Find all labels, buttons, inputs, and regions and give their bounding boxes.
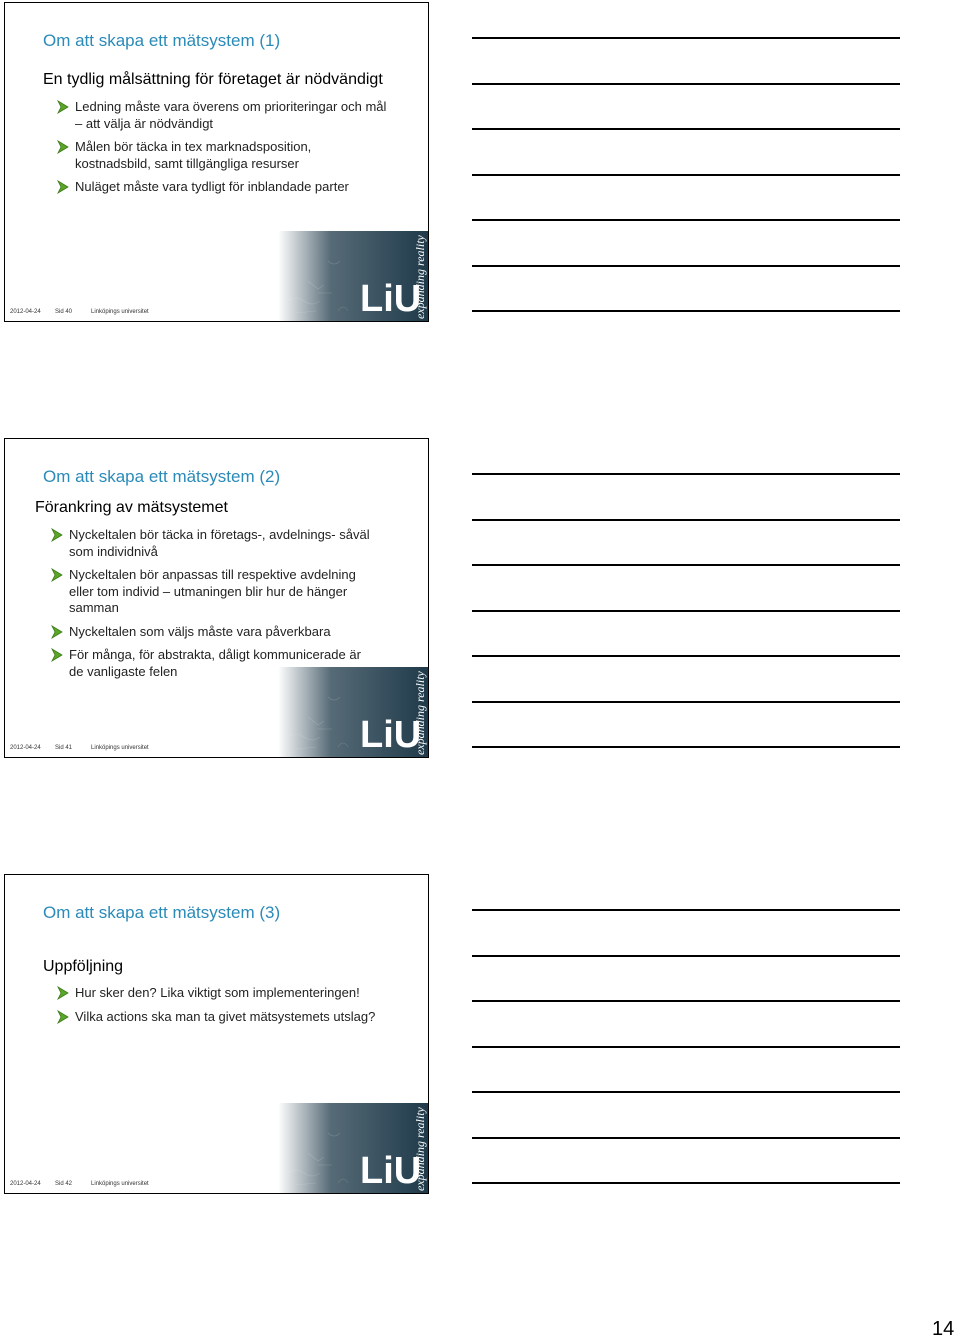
note-line xyxy=(472,1182,900,1184)
slide-thumbnail xyxy=(4,874,429,1194)
footer-date: 2012-04-24 xyxy=(10,309,41,315)
slide-subtitle: En tydlig målsättning för företaget är nödvändigt xyxy=(43,71,383,88)
note-line xyxy=(472,955,900,957)
note-line xyxy=(472,473,900,475)
footer-page: Sid 41 xyxy=(55,745,73,751)
bullet-item xyxy=(51,624,371,641)
footer-date: 2012-04-24 xyxy=(10,745,41,751)
arrowhead-bullet-icon xyxy=(51,625,63,639)
bullet-text: Nyckeltalen som väljs måste vara påverkbara xyxy=(69,623,331,639)
bullet-text: Nyckeltalen bör täcka in företags-, avdelnings- såväl som individnivå xyxy=(69,527,370,559)
logo-tagline: expanding reality xyxy=(413,671,427,755)
bullet-text: Nuläget måste vara tydligt för inblandade parter xyxy=(75,179,349,194)
logo-tagline: expanding reality xyxy=(413,235,427,319)
arrowhead-bullet-icon xyxy=(57,986,69,1000)
logo-tagline: expanding reality xyxy=(413,1107,427,1191)
note-line xyxy=(472,83,900,85)
note-line xyxy=(472,1000,900,1002)
slide-title: Om att skapa ett mätsystem (3) xyxy=(43,903,281,922)
note-line xyxy=(472,128,900,130)
arrowhead-bullet-icon xyxy=(57,100,69,114)
slide-title: Om att skapa ett mätsystem (2) xyxy=(43,467,281,486)
arrowhead-bullet-icon xyxy=(57,180,69,194)
note-line xyxy=(472,564,900,566)
note-line xyxy=(472,519,900,521)
note-line xyxy=(472,37,900,39)
bullet-item xyxy=(57,985,387,1002)
note-line xyxy=(472,610,900,612)
notes-lines xyxy=(472,874,900,1194)
slide-subtitle: Förankring av mätsystemet xyxy=(35,499,228,516)
footer-org: Linköpings universitet xyxy=(91,745,149,751)
note-line xyxy=(472,1137,900,1139)
slide-title: Om att skapa ett mätsystem (1) xyxy=(43,31,281,50)
note-line xyxy=(472,219,900,221)
arrowhead-bullet-icon xyxy=(51,648,63,662)
bullet-text: För många, för abstrakta, dåligt kommunicerade är de vanligaste felen xyxy=(69,647,361,679)
slide-thumbnail xyxy=(4,438,429,758)
bullet-item xyxy=(57,99,387,132)
bullet-list xyxy=(57,99,387,203)
notes-lines xyxy=(472,438,900,758)
note-line xyxy=(472,1046,900,1048)
footer-page: Sid 40 xyxy=(55,309,73,315)
arrowhead-bullet-icon xyxy=(51,568,63,582)
note-line xyxy=(472,1091,900,1093)
bullet-list xyxy=(57,985,387,1032)
note-line xyxy=(472,174,900,176)
logo-wordmark: LiU xyxy=(360,714,422,756)
note-line xyxy=(472,746,900,748)
slide-thumbnail xyxy=(4,2,429,322)
bullet-text: Nyckeltalen bör anpassas till respektive avdelning eller tom individ – utmaningen blir hur de hänger samman xyxy=(69,567,356,615)
note-line xyxy=(472,310,900,312)
arrowhead-bullet-icon xyxy=(57,140,69,154)
slide-footer xyxy=(5,741,428,757)
footer-org: Linköpings universitet xyxy=(91,309,149,315)
logo-wordmark: LiU xyxy=(360,1150,422,1192)
bullet-item xyxy=(57,1009,387,1026)
note-line xyxy=(472,655,900,657)
bullet-text: Målen bör täcka in tex marknadsposition, kostnadsbild, samt tillgängliga resurser xyxy=(75,139,312,171)
bullet-text: Vilka actions ska man ta givet mätsystemets utslag? xyxy=(75,1008,376,1024)
bullet-text: Hur sker den? Lika viktigt som implementeringen! xyxy=(75,985,360,1000)
slide-subtitle: Uppföljning xyxy=(43,958,124,975)
bullet-list xyxy=(51,527,371,687)
note-line xyxy=(472,265,900,267)
arrowhead-bullet-icon xyxy=(57,1010,69,1024)
bullet-item xyxy=(51,527,371,560)
arrowhead-bullet-icon xyxy=(51,528,63,542)
notes-lines xyxy=(472,2,900,322)
footer-page: Sid 42 xyxy=(55,1181,73,1187)
logo-wordmark: LiU xyxy=(360,278,422,320)
bullet-item xyxy=(51,567,371,617)
note-line xyxy=(472,909,900,911)
footer-date: 2012-04-24 xyxy=(10,1181,41,1187)
page-number: 14 xyxy=(932,1318,955,1340)
bullet-text: Ledning måste vara överens om prioriteringar och mål – att välja är nödvändigt xyxy=(75,99,387,131)
slide-footer xyxy=(5,305,428,321)
note-line xyxy=(472,701,900,703)
bullet-item xyxy=(57,139,387,172)
slide-footer xyxy=(5,1177,428,1193)
footer-org: Linköpings universitet xyxy=(91,1181,149,1187)
bullet-item xyxy=(57,179,387,196)
